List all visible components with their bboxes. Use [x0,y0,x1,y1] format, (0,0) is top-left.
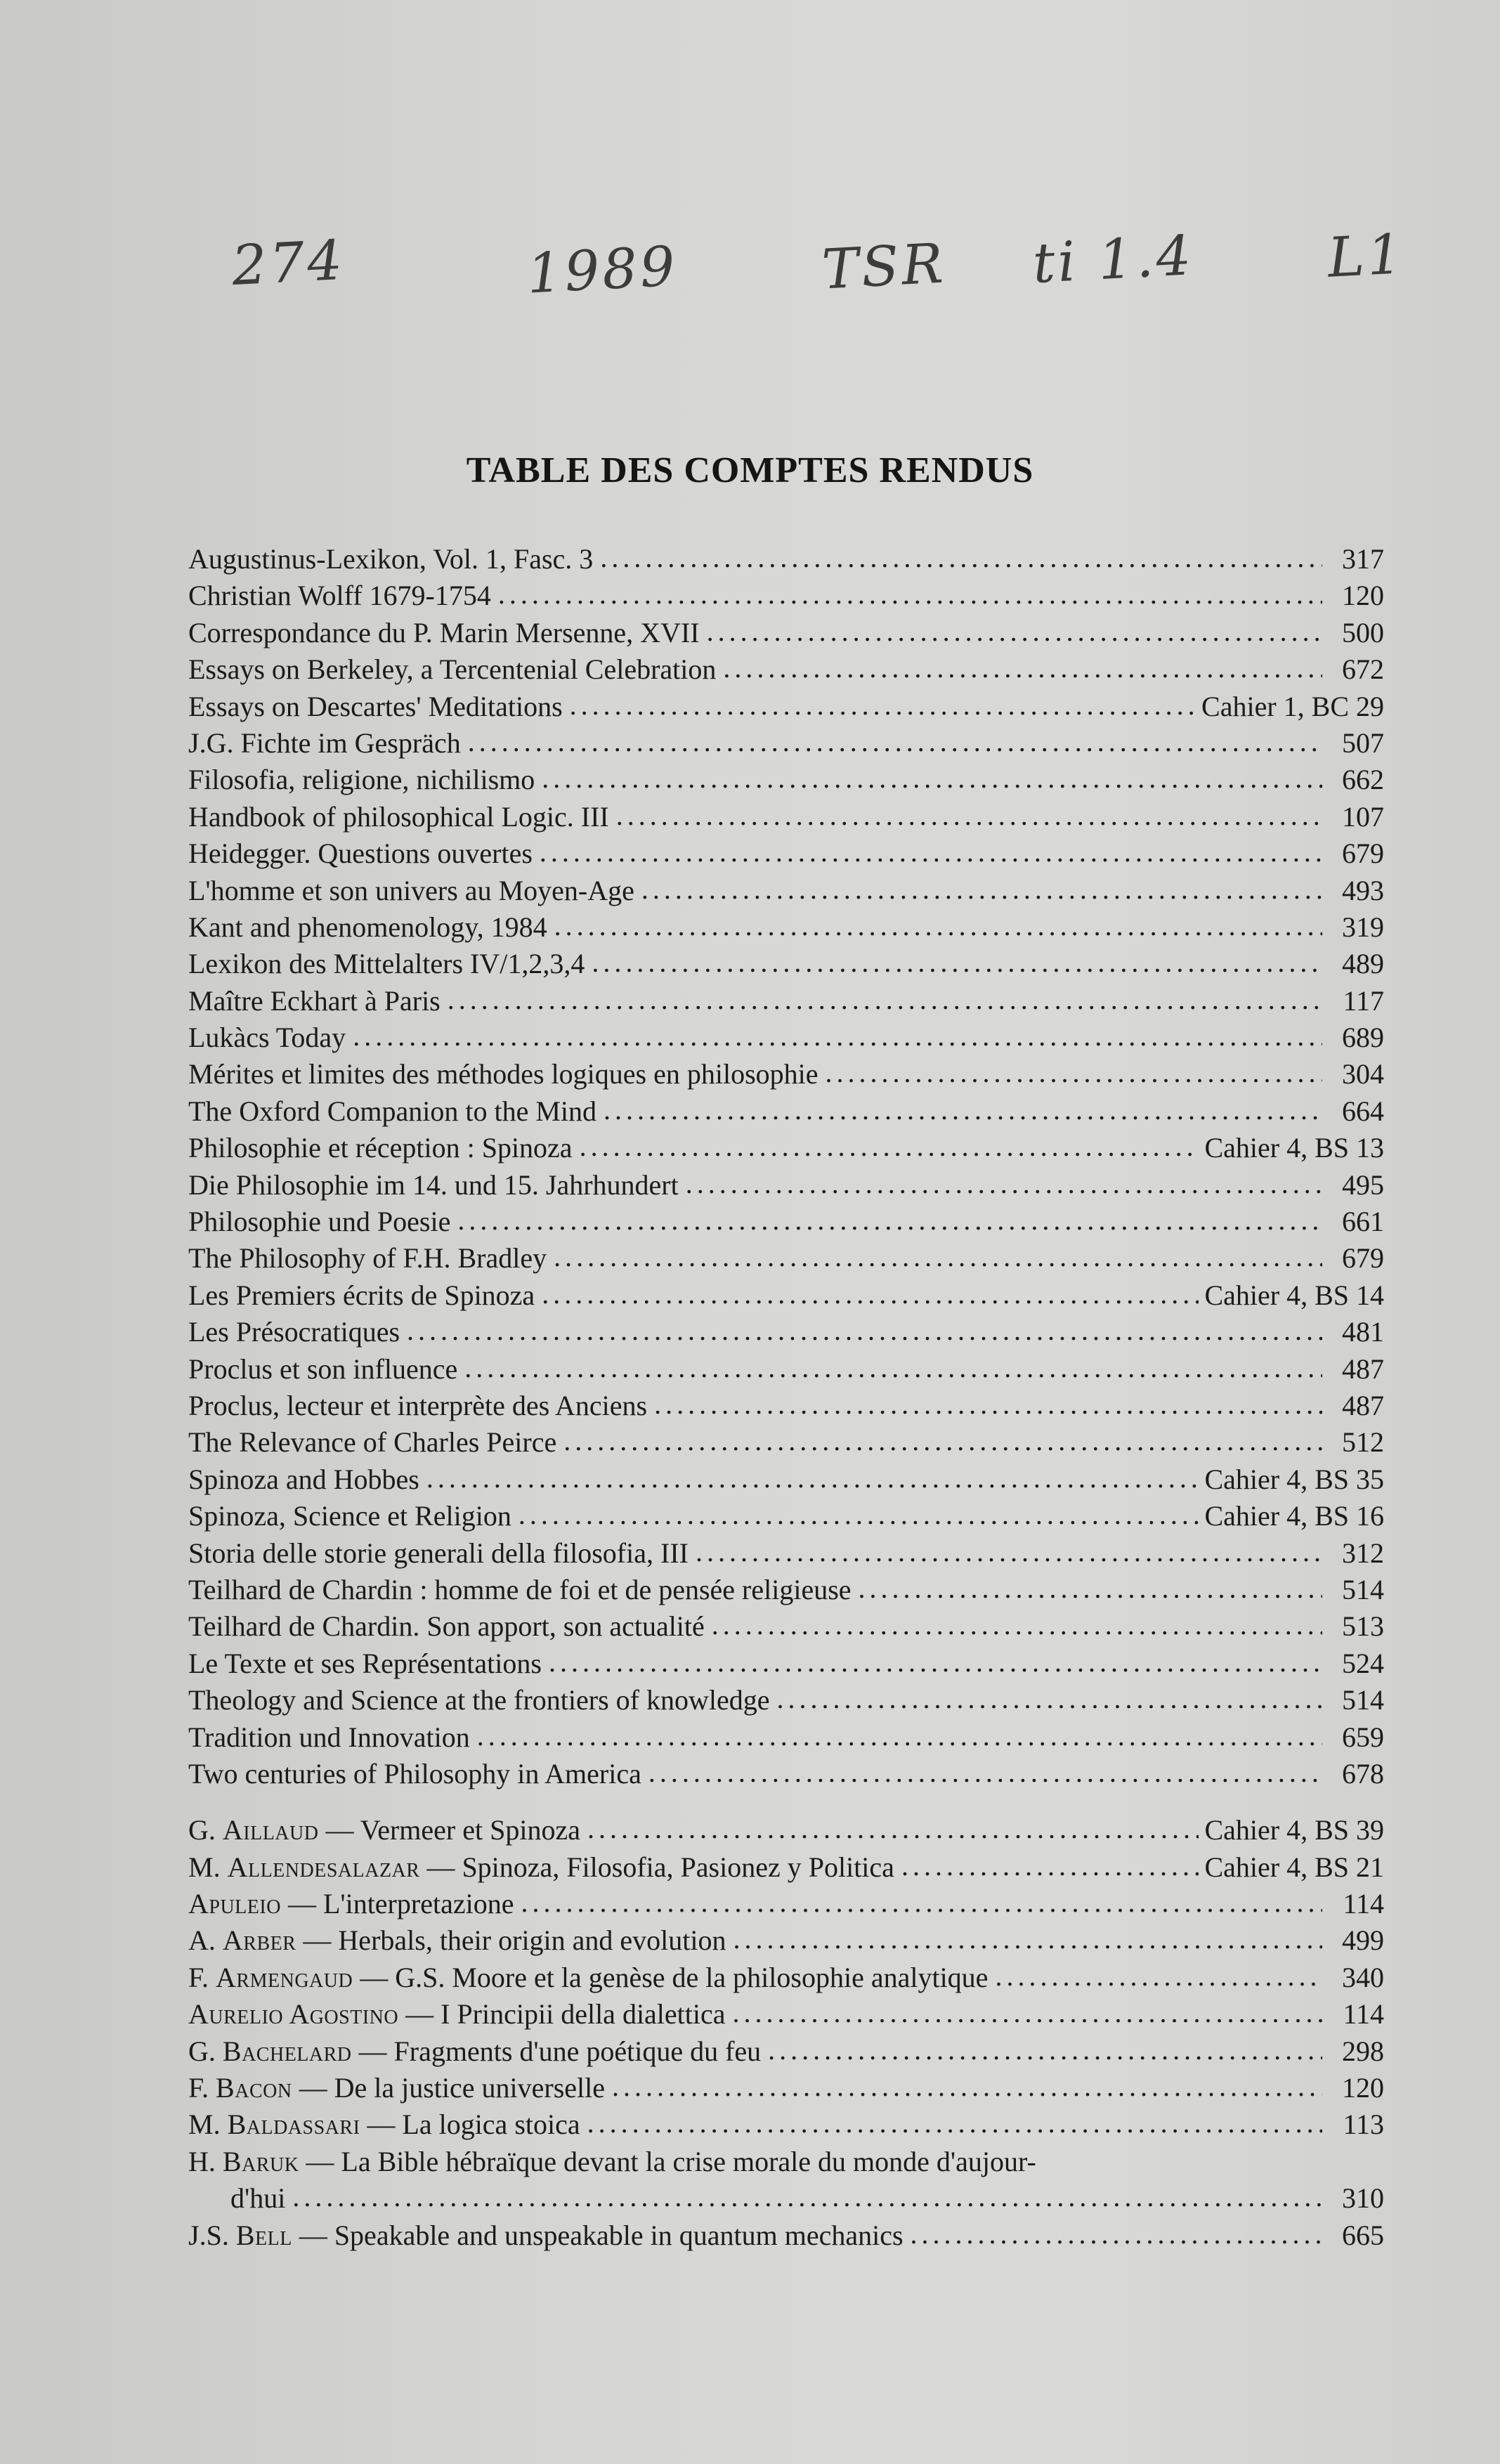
dot-leader [554,908,1322,944]
page-number: Cahier 4, BS 16 [1204,1500,1384,1532]
list-item [188,2144,1384,2217]
page-number: 317 [1342,543,1384,575]
dot-leader [542,760,1322,797]
list-item [188,1812,1384,1849]
entry-label [188,2217,904,2254]
page-number: 120 [1342,2072,1384,2104]
author-name: Arber [222,1924,296,1957]
entry-label [188,1812,580,1849]
list-item [188,2070,1384,2106]
list-item [188,1886,1384,1922]
list-item [188,1093,1384,1130]
table-of-reviews [188,541,1384,2254]
entry-title: Les Présocratiques [188,1316,400,1348]
page-number: 661 [1342,1206,1384,1238]
entry-title: Heidegger. Questions ouvertes [188,837,533,870]
entry-title: I Principii della dialettica [441,1998,726,2030]
dot-leader [570,687,1196,724]
page-number: 524 [1342,1647,1384,1679]
entry-title: Die Philosophie im 14. und 15. Jahrhundert [188,1168,679,1201]
entry-dash: — [306,2145,334,2177]
list-item [188,541,1384,578]
dot-leader [498,576,1322,613]
page-number: 678 [1342,1757,1384,1790]
page-number: 481 [1342,1316,1384,1348]
entry-dash: — [287,1888,316,1920]
page-number: 495 [1342,1168,1384,1201]
page-number: 513 [1342,1610,1384,1643]
dot-leader [407,1312,1322,1349]
page-number: 689 [1342,1022,1384,1054]
author-initial: M. [188,2108,221,2141]
entry-title: Spinoza, Science et Religion [188,1500,511,1532]
dot-leader [587,2105,1322,2142]
dot-leader [554,1239,1322,1275]
page-number: 120 [1342,580,1384,612]
page-number: 500 [1342,616,1384,648]
author-name: Aurelio Agostino [188,1998,399,2030]
entry-dash: — [367,2108,396,2141]
author-name: Bachelard [222,2035,352,2067]
list-item [188,2217,1384,2254]
page-number: Cahier 4, BS 21 [1204,1851,1384,1883]
page-number: 487 [1342,1389,1384,1421]
entry-title: Teilhard de Chardin : homme de foi et de pensée religieuse [188,1573,852,1605]
author-name: Bell [235,2219,292,2251]
entry-title: Tradition und Innovation [188,1721,470,1753]
list-item [188,873,1384,909]
page-number: 493 [1342,874,1384,906]
entry-dash: — [426,1851,455,1883]
entry-title: Christian Wolff 1679-1754 [188,580,491,612]
entry-title: De la justice universelle [334,2072,605,2104]
list-item [188,983,1384,1019]
entry-title: Handbook of philosophical Logic. III [188,800,609,833]
dot-leader [654,1386,1322,1423]
list-item [188,725,1384,762]
page-number: 679 [1342,837,1384,870]
dot-leader [648,1754,1322,1791]
dot-leader [540,834,1322,871]
entry-title: G.S. Moore et la genèse de la philosophie analytique [395,1961,989,1993]
dot-leader [641,871,1322,908]
entry-label [188,1960,988,1996]
list-item [188,1682,1384,1719]
page-number: 507 [1342,726,1384,759]
handwritten-note [232,225,1426,330]
page-number: 664 [1342,1095,1384,1127]
list-item [188,1388,1384,1424]
list-item [188,946,1384,982]
dot-leader [587,1811,1199,1847]
entry-title: Proclus et son influence [188,1352,458,1385]
entry-title: Augustinus-Lexikon, Vol. 1, Fasc. 3 [188,543,594,575]
dot-leader [448,982,1322,1018]
page-number: 304 [1342,1058,1384,1090]
entry-title: J.G. Fichte im Gespräch [188,726,461,759]
dot-leader [733,1995,1322,2031]
entry-title: Theology and Science at the frontiers of knowledge [188,1684,770,1716]
entry-title: Vermeer et Spinoza [360,1814,580,1846]
page-number: Cahier 1, BC 29 [1201,690,1384,722]
list-item [188,799,1384,835]
list-item [188,2033,1384,2070]
page-number: Cahier 4, BS 35 [1204,1463,1384,1495]
handwritten-note-part: TSR [820,232,948,302]
dot-leader [563,1423,1322,1459]
dot-leader [723,650,1322,686]
dot-leader [477,1718,1322,1754]
dot-leader [353,1018,1322,1055]
dot-leader [600,540,1322,576]
list-item [188,1130,1384,1166]
entry-title: The Oxford Companion to the Mind [188,1095,597,1127]
entry-dash: — [299,2072,327,2104]
page-number: 665 [1342,2219,1384,2251]
page-number: 298 [1342,2035,1384,2067]
entry-title: L'interpretazione [322,1888,514,1920]
entry-dash: — [325,1814,354,1846]
entry-title: Correspondance du P. Marin Mersenne, XVII [188,616,700,648]
list-item [188,1019,1384,1056]
entry-label [188,2144,1384,2180]
entry-title: Kant and phenomenology, 1984 [188,911,547,943]
page-number: 672 [1342,653,1384,686]
page-title: TABLE DES COMPTES RENDUS [466,450,1034,490]
list-item [188,1240,1384,1277]
entry-label [188,2106,580,2143]
entry-dash: — [360,1961,389,1993]
entry-title: Filosofia, religione, nichilismo [188,764,535,796]
author-initial: G. [188,2035,216,2067]
dot-leader [616,797,1322,834]
author-name: Apuleio [188,1888,281,1920]
list-item [188,1277,1384,1314]
page-number: 512 [1342,1426,1384,1459]
dot-leader [521,1884,1322,1921]
dot-leader [707,613,1322,650]
list-item [188,1535,1384,1572]
dot-leader [426,1460,1199,1497]
author-name: Armengaud [216,1961,353,1993]
entry-title: Les Premiers écrits de Spinoza [188,1279,535,1311]
entry-title-continued: d'hui [230,2182,286,2215]
handwritten-note-part: ti 1.4 [1031,224,1196,296]
handwritten-note-part: L1 [1326,223,1407,290]
entry-title: Teilhard de Chardin. Son apport, son actualité [188,1610,705,1643]
entry-title: La logica stoica [402,2108,580,2141]
dot-leader [768,2032,1322,2068]
entry-dash: — [303,1924,332,1957]
entry-title: La Bible hébraïque devant la crise morale du monde d'aujour- [341,2145,1036,2177]
dot-leader [604,1092,1322,1128]
list-item [188,762,1384,798]
author-name: Allendesalazar [227,1851,420,1883]
page-number: 487 [1342,1352,1384,1385]
entry-title: Philosophie und Poesie [188,1206,451,1238]
page-number: Cahier 4, BS 39 [1204,1814,1384,1846]
list-item [188,909,1384,946]
list-item [188,1498,1384,1534]
page-number: Cahier 4, BS 14 [1204,1279,1384,1311]
dot-leader [612,2068,1322,2105]
page-number: 514 [1342,1684,1384,1716]
entry-label [188,1849,894,1886]
page-number: 310 [1342,2182,1384,2215]
author-initial: F. [188,2072,209,2104]
dot-leader [696,1534,1322,1570]
list-item [188,651,1384,688]
section-gap [188,1792,1384,1812]
author-entries [188,1812,1384,2144]
entry-title: Essays on Berkeley, a Tercentenial Celebration [188,653,717,686]
page-number: 340 [1342,1961,1384,1993]
page-number: 319 [1342,911,1384,943]
entry-title: Spinoza and Hobbes [188,1463,419,1495]
entry-title: Two centuries of Philosophy in America [188,1757,641,1790]
dot-leader [995,1958,1322,1995]
list-item [188,1645,1384,1682]
author-initial: H. [188,2145,216,2177]
author-initial: A. [188,1924,216,1957]
dot-leader [519,1497,1199,1533]
page-number: 679 [1342,1242,1384,1275]
handwritten-note-part: 1989 [525,235,679,306]
dot-leader [292,2179,1322,2215]
author-initial: J.S. [188,2219,229,2251]
entry-title: Herbals, their origin and evolution [338,1924,726,1957]
dot-leader [686,1166,1322,1202]
dot-leader [464,1350,1322,1386]
entry-label [188,1996,726,2033]
list-item [188,1719,1384,1756]
list-item [188,1167,1384,1204]
entry-title: Maître Eckhart à Paris [188,984,441,1017]
author-name: Bacon [216,2072,292,2104]
entry-title: Mérites et limites des méthodes logiques en philosophie [188,1058,819,1090]
entry-title: Le Texte et ses Représentations [188,1647,542,1679]
list-item [188,1314,1384,1350]
page-number: 489 [1342,948,1384,980]
page-number: 659 [1342,1721,1384,1753]
author-name: Aillaud [222,1814,319,1846]
author-initial: M. [188,1851,221,1883]
list-item [188,2106,1384,2143]
dot-leader [468,724,1322,760]
entry-label [188,2070,605,2106]
entry-title: The Philosophy of F.H. Bradley [188,1242,547,1275]
page-number: 107 [1342,800,1384,833]
entry-title: Spinoza, Filosofia, Pasionez y Politica [462,1851,894,1883]
list-item [188,1424,1384,1461]
entry-dash: — [358,2035,387,2067]
dot-leader [457,1202,1322,1239]
entry-title: Lukàcs Today [188,1022,346,1054]
entry-title: The Relevance of Charles Peirce [188,1426,557,1459]
list-item [188,1756,1384,1792]
dot-leader [733,1921,1322,1957]
page-number: 312 [1342,1537,1384,1569]
entry-dash: — [299,2219,327,2251]
list-item [188,1960,1384,1996]
entry-title: Proclus, lecteur et interprète des Anciens [188,1389,648,1421]
list-item [188,1056,1384,1093]
page-number: 114 [1343,1888,1384,1920]
page-number: Cahier 4, BS 13 [1204,1132,1384,1164]
list-item [188,1351,1384,1388]
author-initial: F. [188,1961,209,1993]
dot-leader [777,1681,1323,1717]
list-item [188,615,1384,651]
dot-leader [826,1055,1322,1091]
entry-title: Speakable and unspeakable in quantum mechanics [334,2219,904,2251]
dot-leader [580,1128,1199,1165]
list-item [188,1849,1384,1886]
entry-title: Philosophie et réception : Spinoza [188,1132,573,1164]
dot-leader [859,1570,1322,1607]
entry-label [188,1922,726,1959]
list-item [188,689,1384,725]
page-number: 117 [1343,984,1384,1017]
entry-title: Fragments d'une poétique du feu [393,2035,762,2067]
list-item [188,1922,1384,1959]
page-number: 662 [1342,764,1384,796]
dot-leader [911,2216,1322,2253]
page-number: 514 [1342,1573,1384,1605]
dot-leader [549,1644,1322,1681]
list-item [188,1572,1384,1608]
dot-leader [542,1276,1199,1312]
entry-title: Essays on Descartes' Meditations [188,690,563,722]
list-item [188,1608,1384,1645]
page-number: 499 [1342,1924,1384,1957]
entry-title: L'homme et son univers au Moyen-Age [188,874,634,906]
page-number: 114 [1343,1998,1384,2030]
handwritten-note-part: 274 [230,228,347,299]
entry-label [188,1886,514,1922]
dot-leader [592,944,1322,981]
entry-dash: — [405,1998,434,2030]
anonymous-entries [188,541,1384,1792]
author-initial: G. [188,1814,216,1846]
list-item [188,1204,1384,1240]
dot-leader [901,1848,1199,1884]
list-item [188,835,1384,872]
list-item [188,1461,1384,1498]
dot-leader [712,1607,1322,1643]
list-item [188,1996,1384,2033]
list-item [188,578,1384,614]
entry-title: Storia delle storie generali della filosofia, III [188,1537,689,1569]
author-name: Baruk [222,2145,299,2177]
entry-label [188,2033,761,2070]
author-name: Baldassari [227,2108,360,2141]
entry-title: Lexikon des Mittelalters IV/1,2,3,4 [188,948,585,980]
page-number: 113 [1343,2108,1384,2141]
